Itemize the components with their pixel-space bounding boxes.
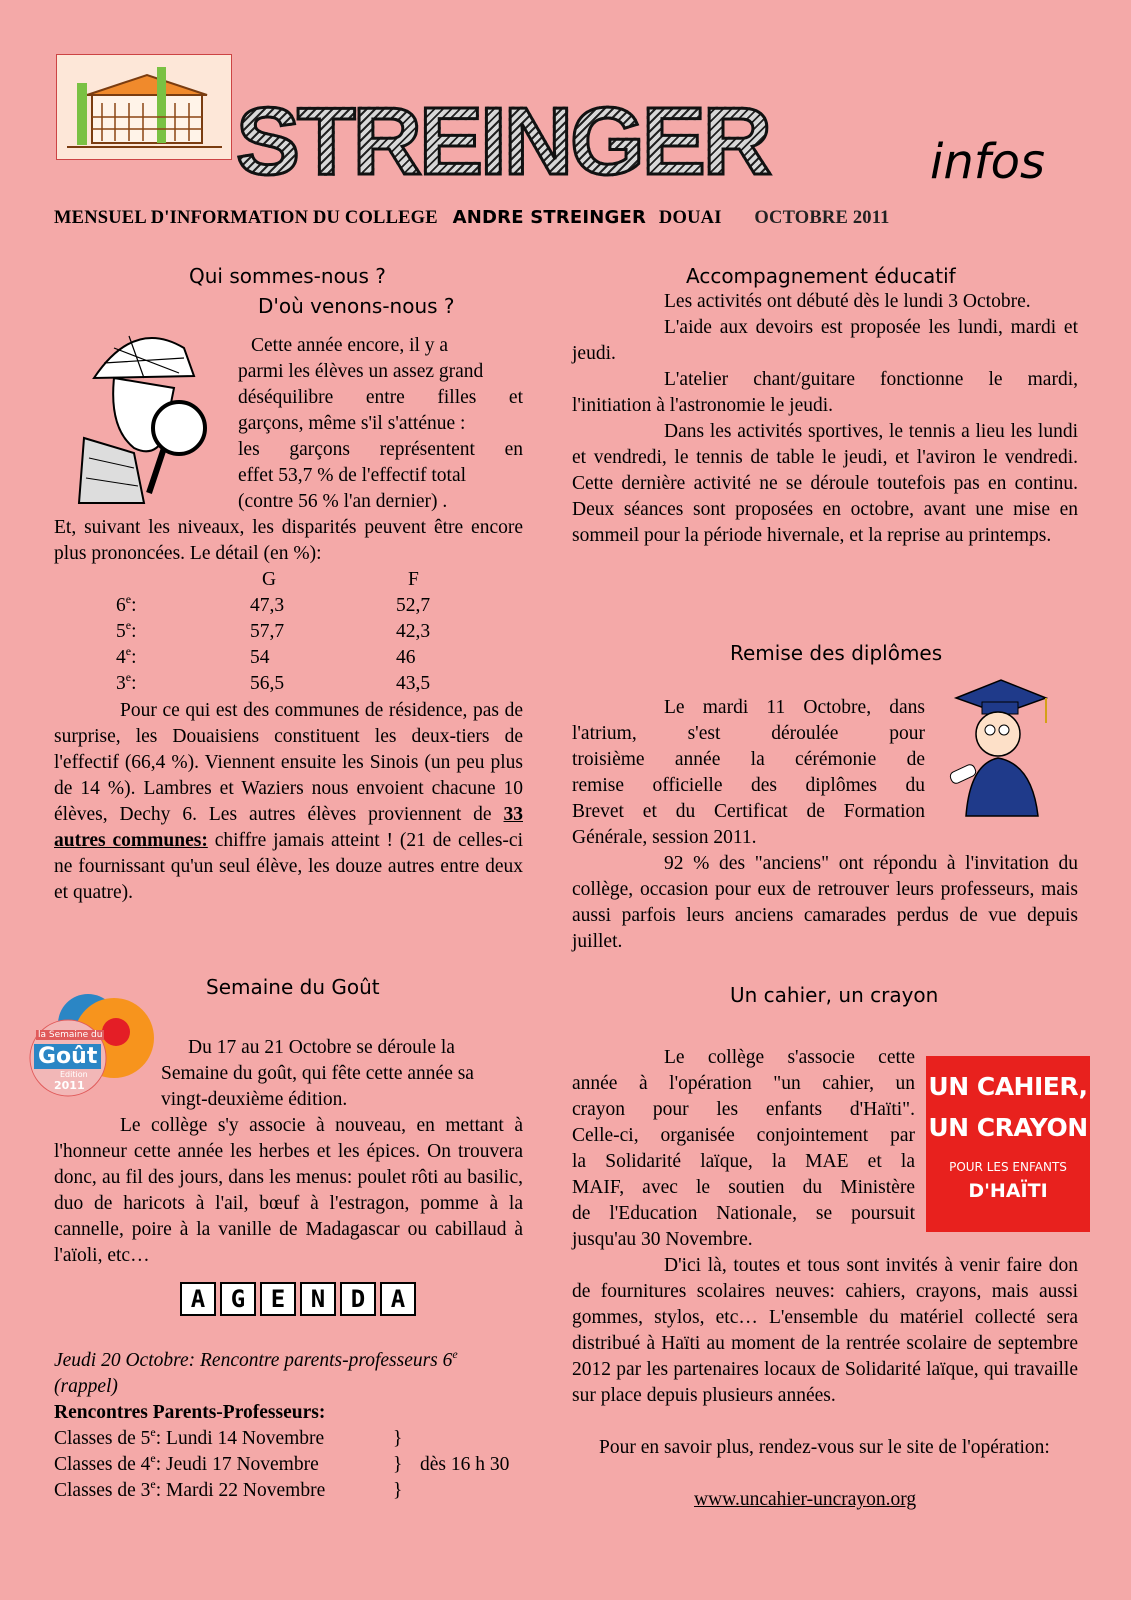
cahier-line: la Solidarité laïque, la MAE et la	[572, 1151, 915, 1172]
level-suffix: :	[131, 673, 137, 694]
cahier-website-link[interactable]: www.uncahier-uncrayon.org	[694, 1489, 917, 1510]
gout-paragraph-1	[161, 1035, 523, 1113]
subtitle-line	[54, 207, 1054, 229]
issue-date: OCTOBRE 2011	[754, 208, 890, 228]
school-name: ANDRE STREINGER	[452, 207, 647, 228]
cahier-line: Celle-ci, organisée conjointement par	[572, 1125, 915, 1146]
qui-line: déséquilibre entre filles et	[238, 387, 523, 408]
table-row	[116, 619, 430, 645]
detective-icon	[74, 318, 234, 508]
qui-p3-text-b: chiffre jamais atteint ! (21 de celles-ci ne fournissant qu'un seul élève, les douze autres entre deux et quatre).	[54, 830, 523, 903]
agenda-banner	[180, 1282, 420, 1316]
gender-table	[116, 567, 430, 697]
class-label: Classes de 4	[54, 1454, 151, 1475]
accomp-body	[572, 289, 1078, 549]
table-header-row	[116, 567, 430, 593]
level-sup: e	[125, 618, 132, 632]
qui-paragraph-1	[238, 333, 523, 515]
diplomes-paragraph-1	[572, 695, 925, 851]
class-sup: e	[150, 1477, 156, 1491]
cahier-line: crayon pour les enfants d'Haïti".	[572, 1099, 915, 1120]
cahier-line: Le collège s'associe cette	[664, 1047, 915, 1068]
level-sup: e	[125, 644, 132, 658]
diplomes-line: Le mardi 11 Octobre, dans	[664, 697, 925, 718]
table-row	[116, 593, 430, 619]
tagline: MENSUEL D'INFORMATION DU COLLEGE	[54, 208, 438, 228]
diplomes-line: remise officielle des diplômes du	[572, 775, 925, 796]
gout-title: Semaine du Goût	[206, 975, 380, 999]
class-row	[54, 1478, 534, 1504]
school-building-logo	[56, 54, 232, 160]
qui-title-2: D'où venons-nous ?	[258, 294, 455, 318]
table-row	[116, 671, 430, 697]
value-f: 52,7	[396, 595, 431, 616]
city: DOUAI	[658, 208, 722, 228]
cahier-logo-line4: D'HAÏTI	[968, 1180, 1048, 1202]
agenda-letter: A	[180, 1282, 216, 1316]
class-label: Classes de 3	[54, 1480, 151, 1501]
meeting-time: dès 16 h 30	[420, 1454, 510, 1475]
diplomes-line: Brevet et du Certificat de Formation	[572, 801, 925, 822]
agenda-item-1	[54, 1348, 534, 1400]
detective-illustration	[74, 318, 234, 508]
level: 3	[116, 673, 126, 694]
level: 4	[116, 647, 126, 668]
accomp-title: Accompagnement éducatif	[686, 264, 956, 288]
level-suffix: :	[131, 621, 137, 642]
gout-paragraph-2: Le collège s'y associe à nouveau, en mettant à l'honneur cette année les herbes et les épices. On trouvera donc, au fil des jours, dans les menus: poulet rôti au basilic, duo de haricots à l'ail, bœuf à l'estragon, pomme à la cannelle, poire à la vanille de Madagascar ou cabillaud à l'aïoli, etc…	[54, 1115, 523, 1266]
class-row	[54, 1452, 534, 1478]
cahier-paragraph-3: Pour en savoir plus, rendez-vous sur le site de l'opération:	[599, 1437, 1050, 1458]
value-f: 42,3	[396, 621, 431, 642]
accomp-paragraph: Les activités ont débuté dès le lundi 3 Octobre.	[664, 291, 1031, 312]
cahier-title: Un cahier, un crayon	[730, 983, 939, 1007]
gout-logo-big: Goût	[34, 1044, 101, 1069]
gout-logo-small: la Semaine du	[38, 1030, 103, 1040]
masthead-title: STREINGER	[236, 94, 876, 190]
accomp-paragraph: Dans les activités sportives, le tennis a lieu les lundi et vendredi, le tennis de table le jeudi, et l'aviron le vendredi. Cette dernière activité ne se déroule toutefois pas en continu. Deux séances sont proposées en octobre, avant une mise en sommeil pour la période hivernale, et la reprise au printemps.	[572, 421, 1078, 546]
cahier-paragraph-2: D'ici là, toutes et tous sont invités à venir faire don de fournitures scolaires neuves: cahiers, crayons, mais aussi gommes, stylos, etc… L'ensemble du matériel collecté sera distribué à Haïti au moment de la rentrée scolaire de septembre 2012 par les partenaires locaux de Solidarité laïque, qui travaille sur place depuis plusieurs années.	[572, 1255, 1078, 1406]
cahier-line: année à l'opération "un cahier, un	[572, 1073, 915, 1094]
level-sup: e	[125, 670, 132, 684]
qui-title-1: Qui sommes-nous ?	[189, 264, 386, 288]
qui-line: effet 53,7 % de l'effectif total	[238, 465, 467, 486]
class-row	[54, 1426, 534, 1452]
cahier-logo-line2: UN CRAYON	[928, 1113, 1088, 1142]
value-g: 47,3	[250, 595, 285, 616]
level: 5	[116, 621, 126, 642]
accomp-paragraph: L'atelier chant/guitare fonctionne le mardi, l'initiation à l'astronomie le jeudi.	[572, 369, 1078, 416]
graduate-illustration	[946, 668, 1066, 818]
agenda-item-text: Jeudi 20 Octobre: Rencontre parents-professeurs 6	[54, 1350, 453, 1371]
value-g: 57,7	[250, 621, 285, 642]
brace: }	[393, 1428, 403, 1449]
level-suffix: :	[131, 595, 137, 616]
gout-line: Du 17 au 21 Octobre se déroule la	[188, 1037, 455, 1058]
value-g: 54	[250, 647, 270, 668]
gout-line: vingt-deuxième édition.	[161, 1089, 348, 1110]
brace: }	[393, 1454, 403, 1475]
level-suffix: :	[131, 647, 137, 668]
brace: }	[393, 1480, 403, 1501]
gout-line: Semaine du goût, qui fête cette année sa	[161, 1063, 474, 1084]
qui-line: les garçons représentent en	[238, 439, 523, 460]
class-label: Classes de 5	[54, 1428, 151, 1449]
cahier-logo-line1: UN CAHIER,	[928, 1072, 1088, 1101]
accomp-paragraph: L'aide aux devoirs est proposée les lundi, mardi et jeudi.	[572, 317, 1078, 364]
rencontres-title: Rencontres Parents-Professeurs:	[54, 1402, 326, 1423]
cahier-line: de l'Education Nationale, se poursuit	[572, 1203, 915, 1224]
qui-line: Cette année encore, il y a	[251, 335, 449, 356]
qui-line: parmi les élèves un assez grand	[238, 361, 484, 382]
agenda-letter: D	[340, 1282, 376, 1316]
agenda-letter: G	[220, 1282, 256, 1316]
class-date: : Jeudi 17 Novembre	[155, 1454, 319, 1475]
cahier-line: jusqu'au 30 Novembre.	[572, 1229, 753, 1250]
level: 6	[116, 595, 126, 616]
diplomes-paragraph-2: 92 % des "anciens" ont répondu à l'invitation du collège, occasion pour eux de retrouver leurs professeurs, mais aussi parfois leurs anciens camarades perdus de vue depuis juillet.	[572, 853, 1078, 952]
col-header-f: F	[408, 569, 419, 590]
communes-count: 33 autres communes:	[54, 804, 523, 851]
agenda-item-sup: e	[452, 1347, 458, 1361]
value-g: 56,5	[250, 673, 285, 694]
diplomes-line: Générale, session 2011.	[572, 827, 757, 848]
agenda-item-end: (rappel)	[54, 1376, 118, 1397]
gout-logo-edition: Edition	[60, 1070, 88, 1079]
gout-logo-year: 2011	[54, 1079, 85, 1092]
qui-p3-text-a: Pour ce qui est des communes de résidence, pas de surprise, les Douaisiens constituent les deux-tiers de l'effectif (66,4 %). Viennent ensuite les Sinois (un peu plus de 14 %). Lambres et Waziers nous envoient chacune 10 élèves, Dechy 6. Les autres élèves proviennent de	[54, 700, 523, 825]
agenda-letter: N	[300, 1282, 336, 1316]
diplomes-title: Remise des diplômes	[730, 641, 943, 665]
qui-paragraph-3	[54, 698, 523, 906]
value-f: 46	[396, 647, 416, 668]
col-header-g: G	[262, 569, 277, 590]
cahier-crayon-logo	[926, 1056, 1090, 1232]
semaine-gout-logo	[26, 992, 158, 1102]
rencontres-list	[54, 1426, 534, 1504]
masthead-subtitle: infos	[930, 134, 1046, 190]
agenda-letter: A	[380, 1282, 416, 1316]
school-building-image	[57, 55, 231, 159]
cahier-line: MAIF, avec le soutien du Ministère	[572, 1177, 915, 1198]
value-f: 43,5	[396, 673, 431, 694]
cahier-logo-line3: POUR LES ENFANTS	[949, 1160, 1067, 1174]
agenda-letter: E	[260, 1282, 296, 1316]
graduate-icon	[946, 668, 1066, 818]
qui-line: garçons, même s'il s'atténue :	[238, 413, 466, 434]
class-sup: e	[150, 1425, 156, 1439]
cahier-paragraph-1	[572, 1045, 915, 1253]
qui-paragraph-2: Et, suivant les niveaux, les disparités peuvent être encore plus prononcées. Le détail (en %):	[54, 517, 523, 564]
diplomes-line: l'atrium, s'est déroulée pour	[572, 723, 925, 744]
qui-line: (contre 56 % l'an dernier) .	[238, 491, 448, 512]
level-sup: e	[125, 592, 132, 606]
diplomes-line: troisième année la cérémonie de	[572, 749, 925, 770]
table-row	[116, 645, 430, 671]
class-sup: e	[150, 1451, 156, 1465]
class-date: : Mardi 22 Novembre	[155, 1480, 326, 1501]
class-date: : Lundi 14 Novembre	[155, 1428, 325, 1449]
